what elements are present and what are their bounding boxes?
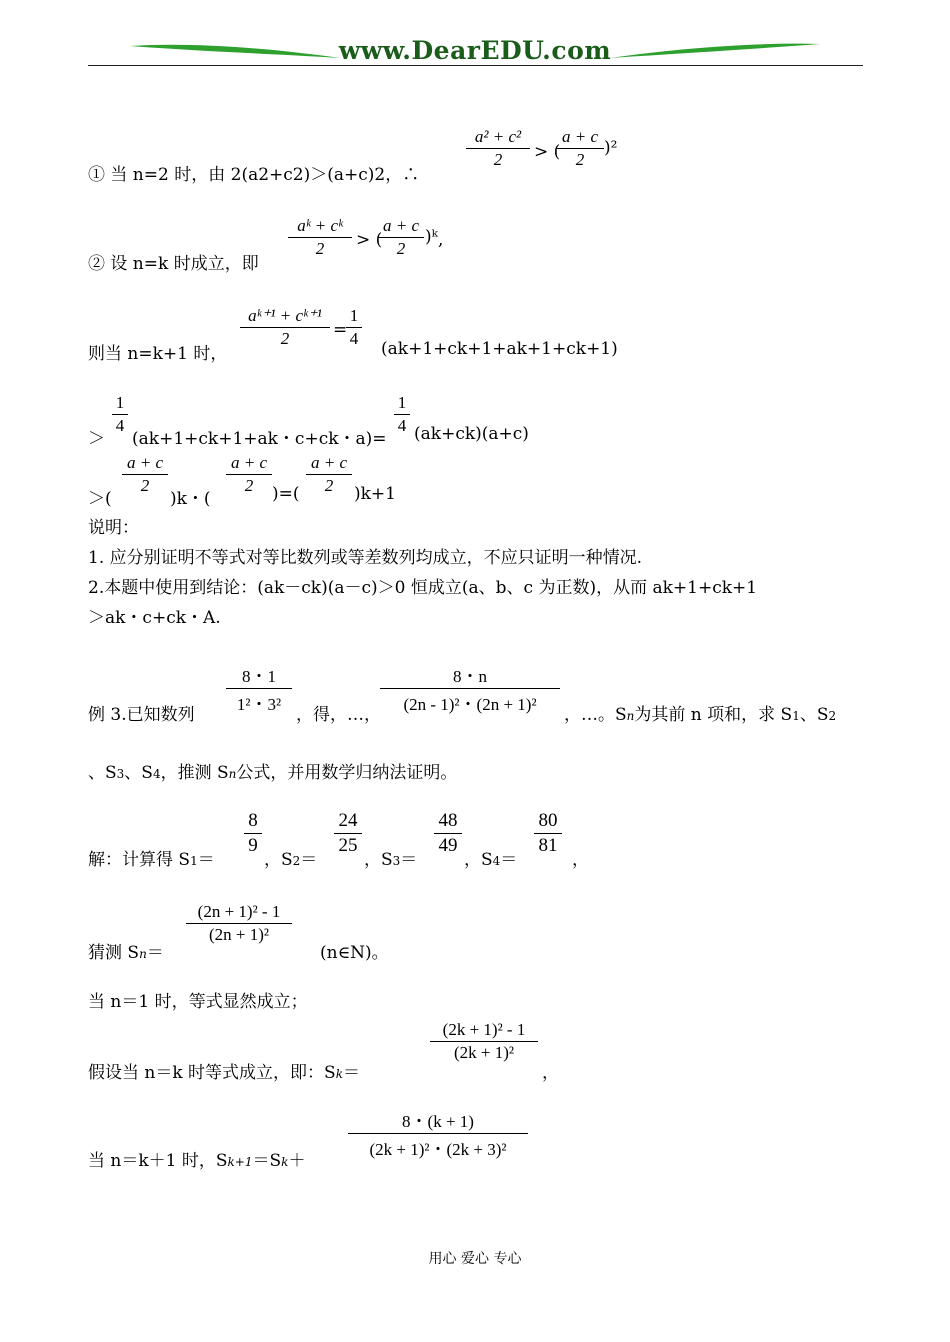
solution-s2-label: ，S2＝ <box>264 850 318 870</box>
gt-open-1: > ( <box>534 142 561 162</box>
example-3-tail: ，…。Sn为其前 n 项和，求 S1、S2 <box>564 705 837 725</box>
note-2a: 2.本题中使用到结论：(ak－ck)(a－c)＞0 恒成立(a、b、c 为正数)，从而 ak+1+ck+1 <box>88 578 758 598</box>
line-5-b: )k・( <box>170 489 211 509</box>
fraction-step: 8・(k + 1) (2k + 1)²・(2k + 3)² <box>348 1107 528 1160</box>
note-2b: ＞ak・c+ck・A. <box>88 608 221 628</box>
exp-2: )ᵏ <box>425 227 438 247</box>
eq-3: = <box>333 320 348 340</box>
solution-s3-label: ，S3＝ <box>364 850 418 870</box>
fraction-4b: 1 4 <box>394 393 410 436</box>
fraction-s1: 8 9 <box>244 810 262 857</box>
comma-2: , <box>438 230 444 250</box>
fraction-e2: 8・n (2n - 1)²・(2n + 1)² <box>380 662 560 715</box>
fraction-s3: 48 49 <box>434 810 462 857</box>
line-1-text: ① 当 n=2 时，由 2(a2+c2)＞(a+c)2，∴ <box>88 165 420 185</box>
example-3-mid: ，得，…， <box>296 705 381 725</box>
line-5-c: )=( <box>272 484 300 504</box>
line-5-d: )k+1 <box>354 484 396 504</box>
solution-s4-label: ，S4＝ <box>464 850 518 870</box>
line-2-text: ② 设 n=k 时成立，即 <box>88 254 259 274</box>
fraction-s4: 80 81 <box>534 810 562 857</box>
fraction-2a: aᵏ + cᵏ 2 <box>288 216 352 259</box>
solution-end: ， <box>572 850 589 870</box>
assume-label: 假设当 n＝k 时等式成立，即：Sk＝ <box>88 1063 360 1083</box>
line-5-a: ＞( <box>88 489 112 509</box>
line-4-tail: (ak+ck)(a+c) <box>414 424 529 444</box>
page-footer: 用心 爱心 专心 <box>428 1251 522 1267</box>
example-3-head: 例 3.已知数列 <box>88 705 195 725</box>
header-rule <box>88 65 863 66</box>
site-logo: www.DearEDU.com <box>338 36 612 65</box>
line-4-gt: ＞ <box>88 429 105 449</box>
note-heading: 说明： <box>88 518 139 538</box>
fraction-assume: (2k + 1)² - 1 (2k + 1)² <box>430 1020 538 1063</box>
exp-1: )² <box>604 138 618 158</box>
step-label: 当 n＝k＋1 时，Sk+1＝Sk＋ <box>88 1151 306 1171</box>
line-3-text: 则当 n=k+1 时， <box>88 344 228 364</box>
base-case: 当 n＝1 时，等式显然成立； <box>88 992 308 1012</box>
fraction-3b: 1 4 <box>346 306 362 349</box>
note-1: 1. 应分别证明不等式对等比数列或等差数列均成立，不应只证明一种情况. <box>88 548 643 568</box>
fraction-1b: a + c 2 <box>556 127 604 170</box>
line-4-mid: (ak+1+ck+1+ak・c+ck・a)= <box>132 429 387 449</box>
solution-head: 解：计算得 S1＝ <box>88 850 215 870</box>
fraction-s2: 24 25 <box>334 810 362 857</box>
fraction-e1: 8・1 1²・3² <box>226 662 292 715</box>
fraction-4a: 1 4 <box>112 393 128 436</box>
example-3-line-2: 、S3、S4，推测 Sn公式，并用数学归纳法证明。 <box>88 763 458 783</box>
line-3-tail: (ak+1+ck+1+ak+1+ck+1) <box>381 339 618 359</box>
fraction-3a: aᵏ⁺¹ + cᵏ⁺¹ 2 <box>240 306 330 349</box>
fraction-5c: a + c 2 <box>306 453 352 496</box>
guess-tail: (n∈N)。 <box>320 943 389 963</box>
gt-open-2: > ( <box>356 230 383 250</box>
fraction-5b: a + c 2 <box>226 453 272 496</box>
assume-tail: ， <box>542 1063 559 1083</box>
fraction-5a: a + c 2 <box>122 453 168 496</box>
guess-label: 猜测 Sn＝ <box>88 943 164 963</box>
fraction-guess: (2n + 1)² - 1 (2n + 1)² <box>186 902 292 945</box>
fraction-1a: a² + c² 2 <box>466 127 530 170</box>
fraction-2b: a + c 2 <box>378 216 424 259</box>
